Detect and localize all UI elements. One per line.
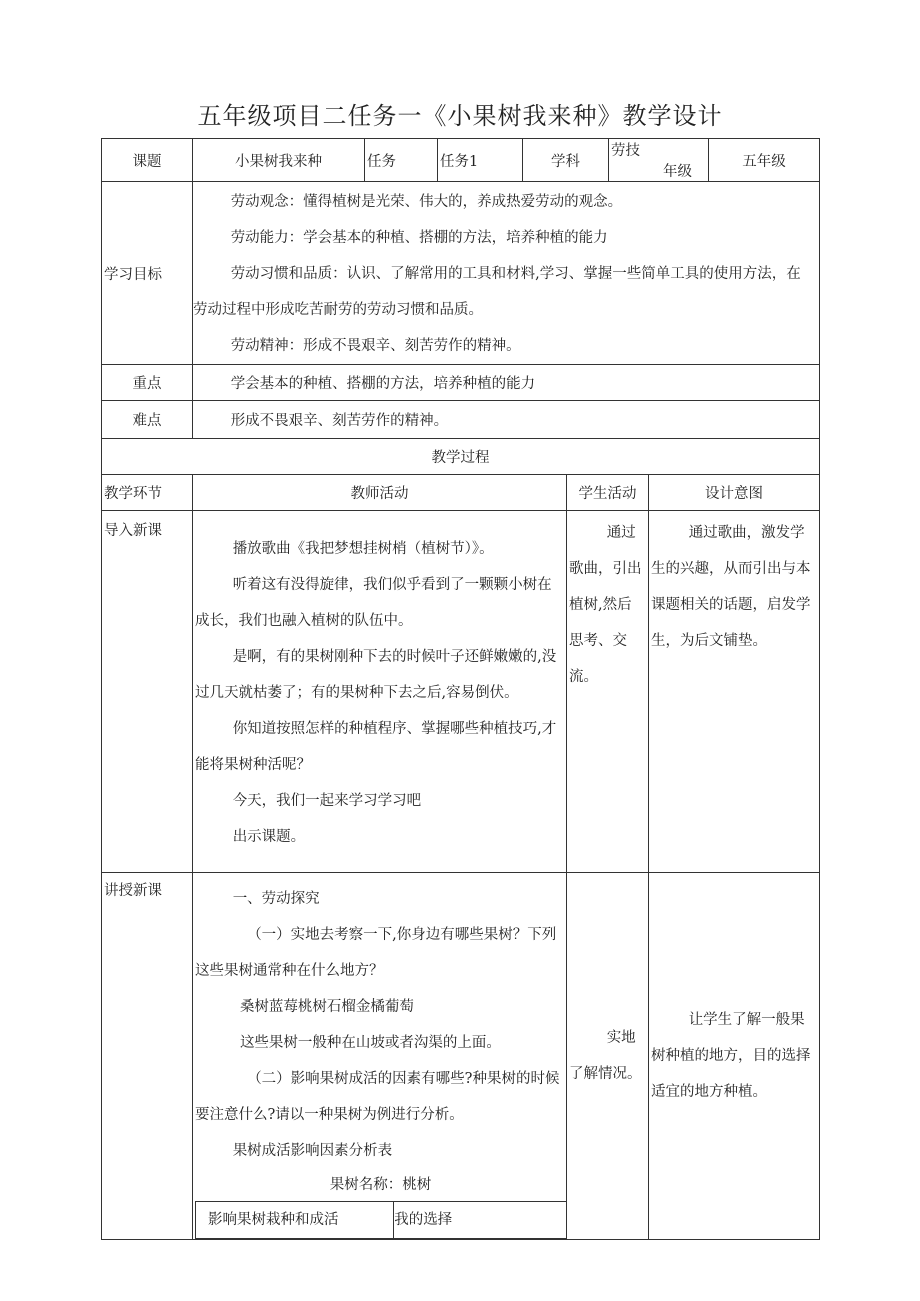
lesson-plan-table (101, 138, 820, 1240)
lecture-line: （一）实地去考察一下,你身边有哪些果树？下列这些果树通常种在什么地方？ (195, 927, 557, 979)
teacher-header: 教师活动 (193, 475, 567, 511)
lecture-row (102, 873, 820, 1240)
lecture-student-text: 实地了解情况。 (569, 1030, 642, 1082)
objectives-row (102, 182, 820, 365)
process-title-row (102, 439, 820, 475)
intro-row (102, 511, 820, 873)
process-header-row (102, 475, 820, 511)
intro-stage: 导入新课 (102, 511, 193, 873)
objective-item: 劳动精神：形成不畏艰辛、刻苦劳作的精神。 (230, 338, 521, 354)
intro-line: 听着这有没得旋律，我们似乎看到了一颗颗小树在成长，我们也融入植树的队伍中。 (195, 577, 552, 629)
grade-value: 五年级 (709, 139, 820, 182)
objective-item: 劳动观念：懂得植树是光荣、伟大的，养成热爱劳动的观念。 (230, 194, 623, 210)
subject-grade-cell (609, 139, 709, 182)
lecture-intent (649, 873, 820, 1240)
difficulty-label: 难点 (102, 401, 193, 439)
difficulty-row (102, 401, 820, 439)
lecture-student (567, 873, 649, 1240)
grade-label: 年级 (663, 164, 692, 180)
subject-label: 学科 (523, 139, 609, 182)
key-point-row (102, 365, 820, 401)
header-row (102, 139, 820, 182)
intro-intent (649, 511, 820, 873)
lecture-line: （二）影响果树成活的因素有哪些?种果树的时候要注意什么?请以一种果树为例进行分析。 (195, 1071, 560, 1123)
lecture-line: 桑树蓝莓桃树石榴金橘葡萄 (239, 999, 414, 1015)
intro-teacher (193, 511, 567, 873)
objective-item: 劳动习惯和品质：认识、了解常用的工具和材料,学习、掌握一些简单工具的使用方法，在劳动过程中形成吃苦耐劳的劳动习惯和品质。 (193, 266, 801, 318)
analysis-table (195, 1201, 566, 1239)
analysis-col1: 影响果树栽种和成活 (196, 1202, 394, 1239)
lecture-line: 果树名称：桃树 (329, 1177, 432, 1193)
process-title: 教学过程 (102, 439, 820, 475)
lecture-stage: 讲授新课 (102, 873, 193, 1240)
intro-student-text: 通过歌曲，引出植树,然后思考、交流。 (569, 525, 642, 685)
intro-student (567, 511, 649, 873)
task-value: 任务1 (438, 139, 523, 182)
objective-item: 劳动能力：学会基本的种植、搭棚的方法，培养种植的能力 (230, 230, 608, 246)
key-point-value: 学会基本的种植、搭棚的方法，培养种植的能力 (193, 365, 820, 401)
intro-line: 是啊，有的果树刚种下去的时候叶子还鲜嫩嫩的,没过几天就枯萎了；有的果树种下去之后,容易倒伏。 (195, 649, 557, 701)
page-title: 五年级项目二任务一《小果树我来种》教学设计 (197, 102, 723, 130)
lecture-intent-text: 让学生了解一般果树种植的地方，目的选择适宜的地方种植。 (651, 1012, 811, 1100)
intro-line: 今天，我们一起来学习学习吧 (232, 793, 422, 809)
intro-intent-text: 通过歌曲，激发学生的兴趣，从而引出与本课题相关的话题，启发学生，为后文铺垫。 (651, 525, 811, 649)
task-label: 任务 (365, 139, 438, 182)
lecture-line: 果树成活影响因素分析表 (232, 1143, 393, 1159)
intro-line: 播放歌曲《我把梦想挂树梢（植树节）》。 (232, 541, 494, 557)
intro-line: 出示课题。 (232, 829, 306, 845)
student-header: 学生活动 (567, 475, 649, 511)
objectives-label: 学习目标 (102, 182, 193, 365)
lecture-teacher (193, 873, 567, 1240)
intro-line: 你知道按照怎样的种植程序、掌握哪些种植技巧,才能将果树种活呢？ (195, 721, 557, 773)
objectives-content (193, 182, 820, 365)
analysis-col2: 我的选择 (394, 1202, 566, 1239)
lecture-line: 这些果树一般种在山坡或者沟渠的上面。 (239, 1035, 501, 1051)
difficulty-value: 形成不畏艰辛、刻苦劳作的精神。 (193, 401, 820, 439)
lecture-line: 一、劳动探究 (232, 891, 320, 907)
course-value: 小果树我来种 (193, 139, 365, 182)
key-point-label: 重点 (102, 365, 193, 401)
stage-header: 教学环节 (102, 475, 193, 511)
subject-value: 劳技 (611, 143, 640, 159)
course-label: 课题 (102, 139, 193, 182)
intent-header: 设计意图 (649, 475, 820, 511)
